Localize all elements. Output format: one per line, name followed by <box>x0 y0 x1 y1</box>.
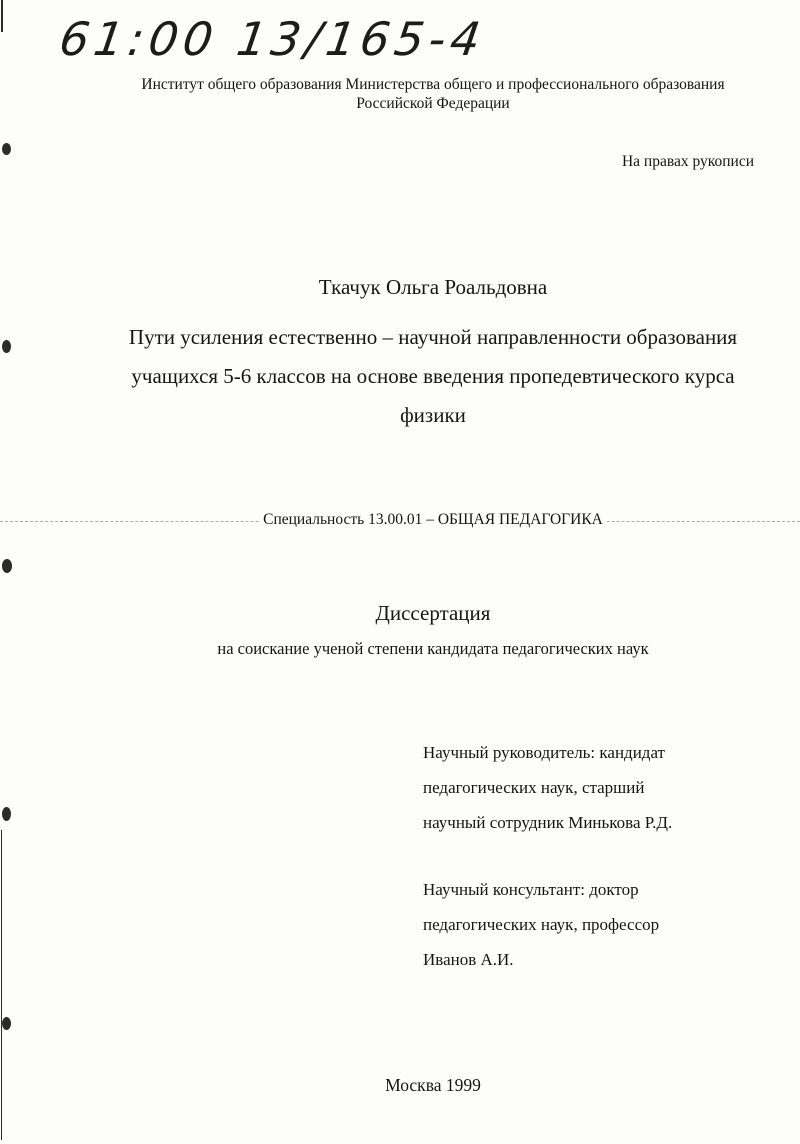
specialty: Специальность 13.00.01 – ОБЩАЯ ПЕДАГОГИКА <box>259 511 607 528</box>
institute-line-2: Российской Федерации <box>356 95 510 112</box>
punch-hole-mark <box>2 807 11 821</box>
supervisor-line-3: научный сотрудник Минькова Р.Д. <box>423 813 673 832</box>
consultant-line-2: педагогических наук, профессор <box>423 915 660 934</box>
city-and-year: Москва 1999 <box>385 1075 481 1095</box>
institute-line-1: Институт общего образования Министерства общего и профессионального образования <box>141 76 725 93</box>
punch-hole-mark <box>2 143 11 155</box>
document-type: Диссертация <box>375 601 491 625</box>
handwritten-archive-number: 61:00 13/165-4 <box>56 12 489 66</box>
punch-hole-mark <box>2 559 12 573</box>
institute-header <box>0 75 800 113</box>
author-name: Ткачук Ольга Роальдовна <box>318 275 548 299</box>
supervisor-line-2: педагогических наук, старший <box>423 778 645 797</box>
punch-hole-mark <box>2 1017 11 1030</box>
title-line-2: учащихся 5-6 классов на основе введения пропедевтического курса <box>131 364 735 388</box>
scan-margin-line <box>1 0 3 32</box>
title-line-3: физики <box>400 403 466 427</box>
consultant-line-3: Иванов А.И. <box>423 950 514 969</box>
degree-line: на соискание ученой степени кандидата педагогических наук <box>217 639 649 658</box>
supervisor-line-1: Научный руководитель: кандидат <box>423 743 665 762</box>
specialty-row <box>0 511 800 529</box>
consultant-line-1: Научный консультант: доктор <box>423 880 639 899</box>
manuscript-rights-note: На правах рукописи <box>621 153 754 170</box>
punch-hole-mark <box>2 340 11 353</box>
title-line-1: Пути усиления естественно – научной направленности образования <box>128 325 738 349</box>
dissertation-title <box>60 318 800 435</box>
supervisor-block <box>423 735 672 840</box>
consultant-block <box>423 872 659 977</box>
